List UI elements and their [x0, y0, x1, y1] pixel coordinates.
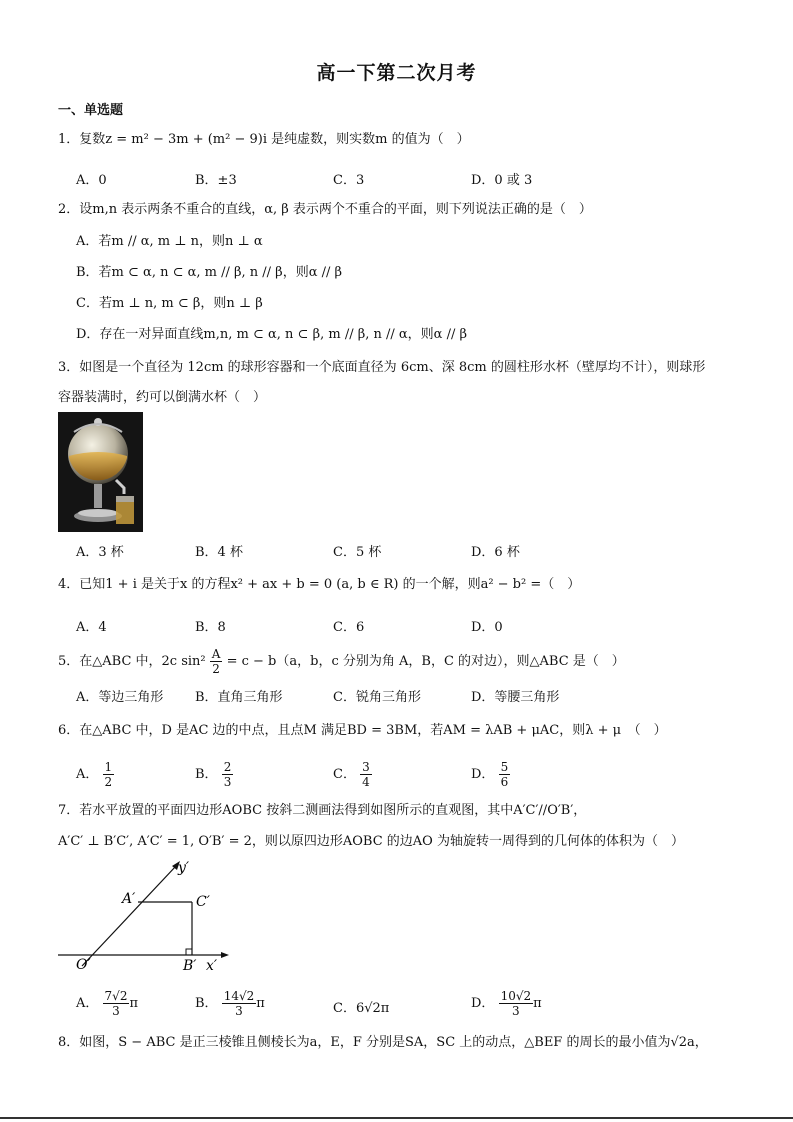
q7-b-pi: π — [256, 996, 265, 1011]
x-axis-arrow — [221, 952, 229, 958]
q6-option-c — [333, 760, 372, 789]
q7-d-den: 3 — [512, 1004, 520, 1018]
q7-option-d-label: D． — [471, 996, 495, 1011]
q6-d-num: 5 — [500, 760, 509, 774]
q7-stem-line2: A′C′ ⊥ B′C′, A′C′ = 1, O′B′ = 2，则以原四边形AOBC 的边AO 为轴旋转一周得到的几何体的体积为（ ） — [58, 834, 684, 849]
q7-option-c: C．6√2π — [333, 1001, 390, 1016]
q2-option-d: D．存在一对异面直线m,n, m ⊂ α, n ⊂ β, m // β, n // α，则α // β — [76, 327, 467, 342]
label-x: x′ — [206, 958, 218, 974]
label-y: y′ — [178, 860, 190, 876]
q6-option-b-label: B． — [195, 767, 218, 782]
oblique-projection-figure — [56, 852, 236, 982]
q5-option-c: C．锐角三角形 — [333, 690, 421, 705]
q3-option-c: C．5 杯 — [333, 545, 382, 560]
q7-d-num: 10√2 — [500, 989, 532, 1003]
q7-option-a-fraction — [103, 989, 130, 1018]
q7-a-pi: π — [129, 996, 138, 1011]
q3-option-d: D．6 杯 — [471, 545, 520, 560]
q6-option-a-fraction — [103, 760, 115, 789]
q4-option-a: A．4 — [76, 620, 107, 635]
q7-a-den: 3 — [112, 1004, 120, 1018]
q5-option-b: B．直角三角形 — [195, 690, 283, 705]
q6-option-d — [471, 760, 510, 789]
q1-stem: 1．复数z = m² − 3m + (m² − 9)i 是纯虚数，则实数m 的值为（ ） — [58, 132, 470, 147]
q7-option-b-label: B． — [195, 996, 218, 1011]
q6-option-c-label: C． — [333, 767, 356, 782]
q5-stem-post: = c − b（a，b，c 分别为角 A，B，C 的对边），则△ABC 是（ ） — [226, 654, 625, 669]
q7-option-a-label: A． — [76, 996, 99, 1011]
label-a: A′ — [122, 891, 136, 907]
q2-option-a: A．若m // α, m ⊥ n，则n ⊥ α — [76, 234, 263, 249]
q6-a-num: 1 — [104, 760, 113, 774]
q7-a-num: 7√2 — [104, 989, 128, 1003]
q1-option-b: B．±3 — [195, 173, 237, 188]
q5-option-d: D．等腰三角形 — [471, 690, 560, 705]
q6-stem: 6．在△ABC 中，D 是AC 边的中点，且点M 满足BD = 3BM，若AM = λAB + μAC，则λ + μ （ ） — [58, 723, 667, 738]
q6-b-den: 3 — [223, 775, 232, 789]
q1-option-d: D．0 或 3 — [471, 173, 533, 188]
q7-option-a — [76, 989, 138, 1018]
globe-dispenser-photo — [58, 412, 143, 532]
q7-option-b-fraction — [222, 989, 257, 1018]
q2-option-c: C．若m ⊥ n, m ⊂ β，则n ⊥ β — [76, 296, 263, 311]
q5-stem-pre: 5．在△ABC 中，2c sin² — [58, 654, 206, 669]
q3-option-b: B．4 杯 — [195, 545, 243, 560]
q6-option-d-label: D． — [471, 767, 495, 782]
q5-option-a: A．等边三角形 — [76, 690, 164, 705]
q7-b-num: 14√2 — [223, 989, 255, 1003]
q7-stem-line1: 7．若水平放置的平面四边形AOBC 按斜二测画法得到如图所示的直观图，其中A′C′//O′B′， — [58, 803, 587, 818]
q5-frac-den: 2 — [212, 662, 220, 676]
q5-frac-num: A — [211, 647, 221, 661]
q8-stem: 8．如图，S − ABC 是正三棱锥且侧棱长为a，E，F 分别是SA，SC 上的动点，△BEF 的周长的最小值为√2a， — [58, 1035, 708, 1050]
q6-option-a-label: A． — [76, 767, 99, 782]
page-bottom-rule — [0, 1117, 793, 1119]
label-c: C′ — [196, 894, 210, 910]
q7-b-den: 3 — [235, 1004, 243, 1018]
q5-stem — [58, 647, 625, 676]
q7-option-b — [195, 989, 265, 1018]
q6-d-den: 6 — [500, 775, 509, 789]
q6-a-den: 2 — [104, 775, 113, 789]
q6-b-num: 2 — [223, 760, 232, 774]
q6-option-d-fraction — [499, 760, 511, 789]
y-axis — [82, 866, 176, 966]
q5-fraction — [210, 647, 223, 676]
section-heading: 一、单选题 — [58, 103, 124, 118]
q7-d-pi: π — [533, 996, 542, 1011]
q2-stem: 2．设m,n 表示两条不重合的直线，α, β 表示两个不重合的平面，则下列说法正确的是（ ） — [58, 202, 592, 217]
q6-option-b — [195, 760, 233, 789]
q3-stem-line2: 容器装满时，约可以倒满水杯（ ） — [58, 390, 267, 405]
q2-option-b: B．若m ⊂ α, n ⊂ α, m // β, n // β，则α // β — [76, 265, 343, 280]
q6-option-c-fraction — [360, 760, 372, 789]
q3-stem-line1: 3．如图是一个直径为 12cm 的球形容器和一个底面直径为 6cm、深 8cm 的圆柱形水杯（壁厚均不计），则球形 — [58, 360, 706, 375]
q6-c-den: 4 — [362, 775, 370, 789]
q7-option-d-fraction — [499, 989, 534, 1018]
exam-title: 高一下第二次月考 — [316, 62, 477, 84]
q1-option-a: A．0 — [76, 173, 107, 188]
q4-option-d: D．0 — [471, 620, 503, 635]
right-angle-mark — [186, 949, 192, 955]
label-b: B′ — [183, 958, 197, 974]
q4-option-b: B．8 — [195, 620, 226, 635]
q7-option-d — [471, 989, 542, 1018]
q6-option-b-fraction — [222, 760, 234, 789]
q1-option-c: C．3 — [333, 173, 365, 188]
q6-c-num: 3 — [362, 760, 370, 774]
q4-stem: 4．已知1 + i 是关于x 的方程x² + ax + b = 0 (a, b ∈ R) 的一个解，则a² − b² =（ ） — [58, 577, 581, 592]
q6-option-a — [76, 760, 114, 789]
q4-option-c: C．6 — [333, 620, 365, 635]
q3-option-a: A．3 杯 — [76, 545, 124, 560]
label-o: O′ — [76, 957, 91, 973]
